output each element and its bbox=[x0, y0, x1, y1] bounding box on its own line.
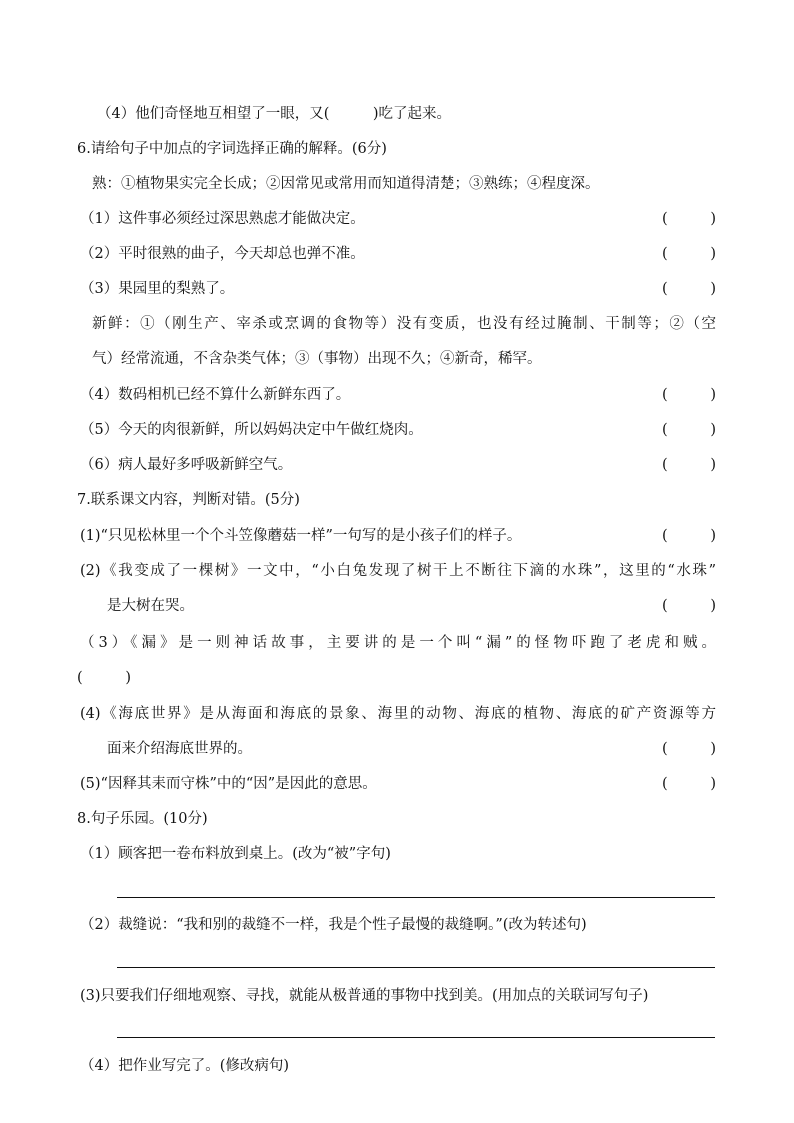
q7-item-2-answer-blank[interactable]: ( ) bbox=[662, 598, 716, 614]
q7-item-1-answer-blank[interactable]: ( ) bbox=[662, 528, 716, 544]
q8-item-3: (3)只要我们仔细地观察、寻找，就能从极普通的事物中找到美。(用加点的关联词写句子) bbox=[80, 988, 649, 1004]
q8-item-1: （1）顾客把一卷布料放到桌上。(改为“被”字句) bbox=[80, 846, 391, 862]
q8-item-1-answer-line[interactable] bbox=[117, 897, 715, 898]
q8-item-2-answer-line[interactable] bbox=[117, 967, 715, 968]
q7-title: 7.联系课文内容，判断对错。(5分) bbox=[77, 492, 300, 508]
q6-title: 6.请给句子中加点的字词选择正确的解释。(6分) bbox=[77, 141, 387, 157]
q6-item-3-answer-blank[interactable]: ( ) bbox=[662, 281, 716, 297]
q5-item-4: （4）他们奇怪地互相望了一眼，又( )吃了起来。 bbox=[97, 106, 452, 122]
q6-item-4-answer-blank[interactable]: ( ) bbox=[662, 387, 716, 403]
q6-item-4: （4）数码相机已经不算什么新鲜东西了。 bbox=[80, 387, 351, 403]
q8-item-2: （2）裁缝说：“我和别的裁缝不一样，我是个性子最慢的裁缝啊。”(改为转述句) bbox=[80, 917, 587, 933]
q6-item-1-answer-blank[interactable]: ( ) bbox=[662, 211, 716, 227]
q8-item-4: （4）把作业写完了。(修改病句) bbox=[80, 1058, 290, 1074]
q7-item-4-line-2: 面来介绍海底世界的。 bbox=[107, 741, 252, 757]
q7-item-5: (5)“因释其耒而守株”中的“因”是因此的意思。 bbox=[80, 776, 377, 792]
q8-item-3-answer-line[interactable] bbox=[117, 1037, 715, 1038]
q7-item-2-line-1: (2)《我变成了一棵树》一文中，“小白兔发现了树干上不断往下滴的水珠”，这里的“水珠” bbox=[80, 563, 716, 579]
q7-item-4-answer-blank[interactable]: ( ) bbox=[662, 741, 716, 757]
q6-item-3: （3）果园里的梨熟了。 bbox=[80, 281, 235, 297]
q6-item-1: （1）这件事必须经过深思熟虑才能做决定。 bbox=[80, 211, 365, 227]
q7-item-5-answer-blank[interactable]: ( ) bbox=[662, 776, 716, 792]
q6-xinxian-definitions-line-2: 气）经常流通，不含杂类气体；③（事物）出现不久；④新奇，稀罕。 bbox=[92, 351, 542, 367]
q6-item-2-answer-blank[interactable]: ( ) bbox=[662, 246, 716, 262]
q8-title: 8.句子乐园。(10分) bbox=[77, 811, 208, 827]
q7-item-1: (1)“只见松林里一个个斗笠像蘑菇一样”一句写的是小孩子们的样子。 bbox=[80, 528, 522, 544]
q6-item-6: （6）病人最好多呼吸新鲜空气。 bbox=[80, 457, 293, 473]
q7-item-2-line-2: 是大树在哭。 bbox=[107, 598, 194, 614]
q6-xinxian-definitions-line-1: 新鲜：①（刚生产、宰杀或烹调的食物等）没有变质，也没有经过腌制、干制等；②（空 bbox=[92, 316, 716, 332]
q7-item-4-line-1: (4)《海底世界》是从海面和海底的景象、海里的动物、海底的植物、海底的矿产资源等方 bbox=[80, 706, 716, 722]
q6-item-6-answer-blank[interactable]: ( ) bbox=[662, 457, 716, 473]
q7-item-3-line-1: （3）《漏》是一则神话故事，主要讲的是一个叫“漏”的怪物吓跑了老虎和贼。 bbox=[80, 635, 716, 651]
q6-shu-definitions: 熟：①植物果实完全长成；②因常见或常用而知道得清楚；③熟练；④程度深。 bbox=[92, 176, 600, 192]
q6-item-2: （2）平时很熟的曲子，今天却总也弹不准。 bbox=[80, 246, 365, 262]
q6-item-5-answer-blank[interactable]: ( ) bbox=[662, 422, 716, 438]
q7-item-3-answer-blank[interactable]: ( ) bbox=[77, 670, 131, 686]
q6-item-5: （5）今天的肉很新鲜，所以妈妈决定中午做红烧肉。 bbox=[80, 422, 423, 438]
